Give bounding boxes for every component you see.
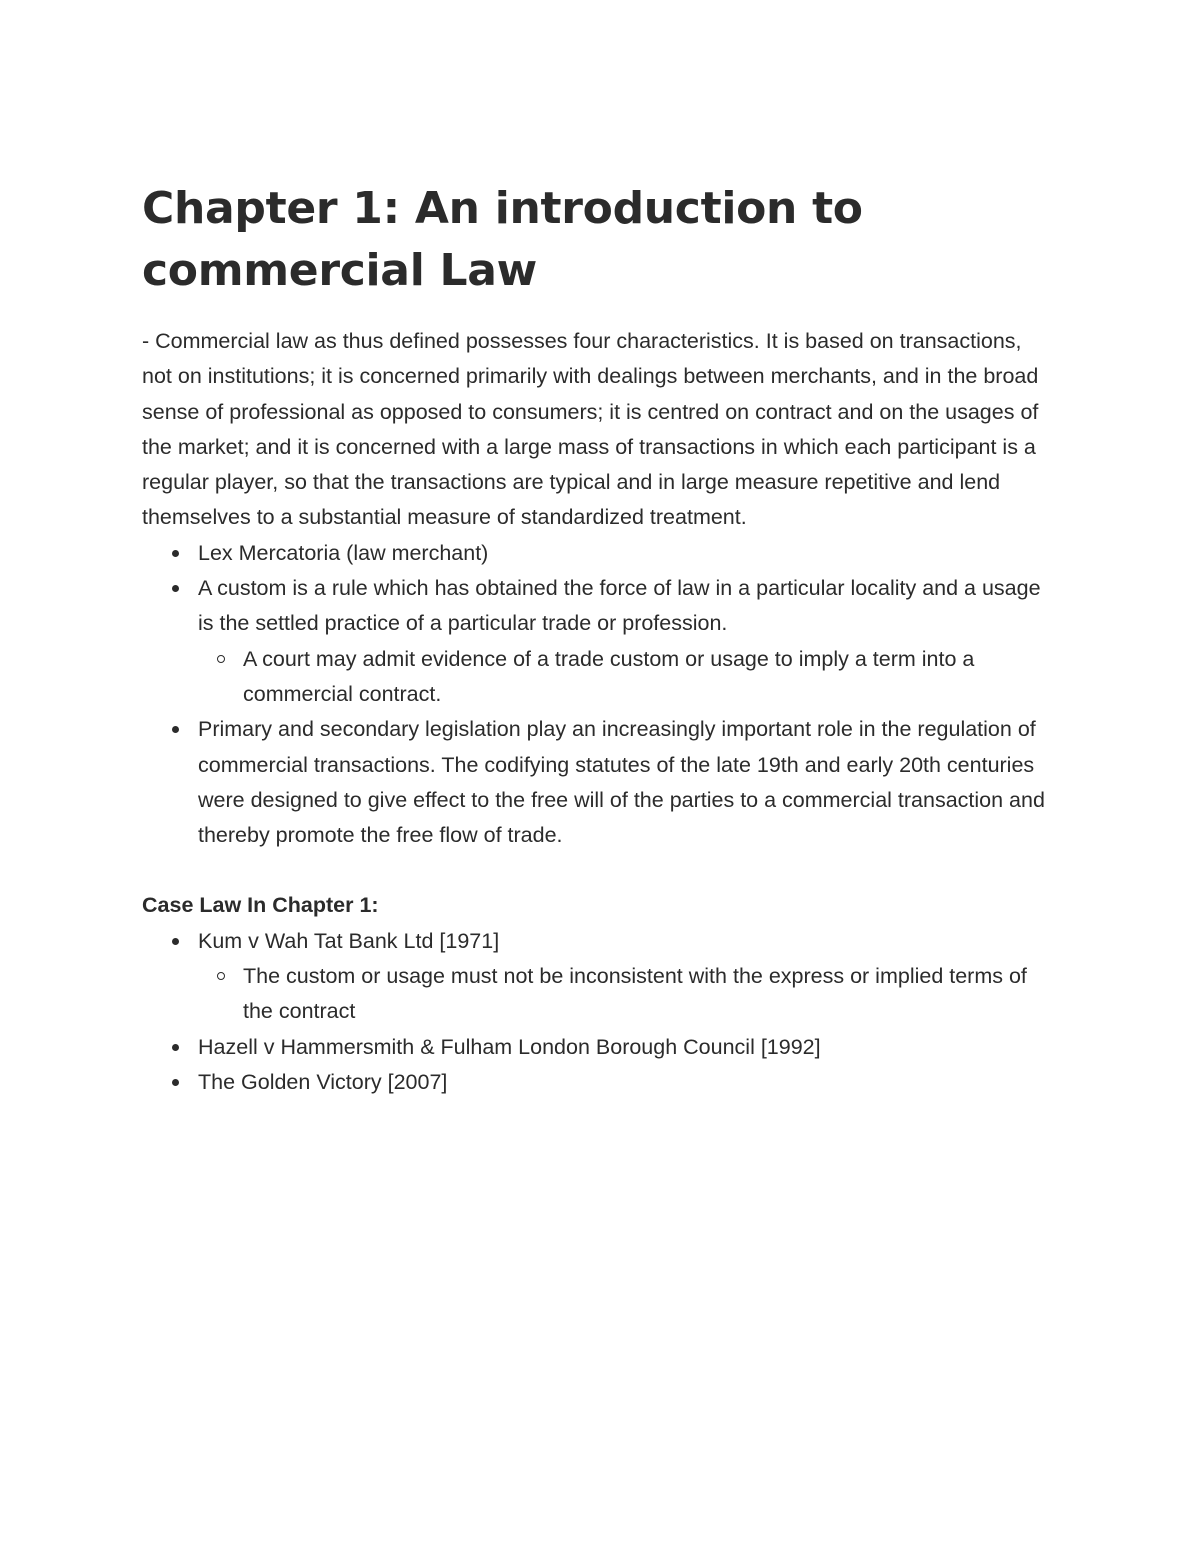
list-item-text: Hazell v Hammersmith & Fulham London Borough Council [1992] [198,1034,821,1059]
case-law-heading: Case Law In Chapter 1: [142,893,379,918]
list-item-text: A custom is a rule which has obtained the force of law in a particular locality and a usage is the settled practice of a particular trade or profession. [198,576,1041,636]
nested-list-item [198,959,1057,1030]
nested-list-item-text: The custom or usage must not be inconsistent with the express or implied terms of the contract [243,964,1027,1024]
list-item [142,1065,1057,1100]
list-item [142,1030,1057,1065]
case-law-list [142,924,1057,1100]
bullet-dot-icon [172,1079,179,1086]
nested-bullet-list [198,959,1057,1030]
list-item [142,536,1057,571]
list-item [142,712,1057,853]
bullet-dot-icon [172,1044,179,1051]
list-item [142,924,1057,1030]
bullet-dot-icon [172,585,179,592]
page-title: Chapter 1: An introduction to commercial Law [142,183,863,296]
bullet-dot-icon [172,550,179,557]
document-page [142,178,1057,1100]
nested-list-item [198,642,1057,713]
intro-paragraph: - Commercial law as thus defined possesses four characteristics. It is based on transactions, not on institutions; it is concerned primarily with dealings between merchants, and in the broad sense of professional as opposed to consumers; it is centred on contract and on the usages of the market; and it is concerned with a large mass of transactions in which each participant is a regular player, so that the transactions are typical and in large measure repetitive and lend themselves to a substantial measure of standardized treatment. [142,329,1039,530]
bullet-circle-icon [217,655,225,663]
list-item-text: Lex Mercatoria (law merchant) [198,540,489,565]
list-item-text: Kum v Wah Tat Bank Ltd [1971] [198,928,500,953]
bullet-dot-icon [172,938,179,945]
main-bullet-list [142,536,1057,854]
bullet-dot-icon [172,726,179,733]
nested-list-item-text: A court may admit evidence of a trade custom or usage to imply a term into a commercial contract. [243,646,975,706]
bullet-circle-icon [217,972,225,980]
list-item-text: Primary and secondary legislation play an increasingly important role in the regulation of commercial transactions. The codifying statutes of the late 19th and early 20th centuries were designed to give effect to the free will of the parties to a commercial transaction and thereby promote the free flow of trade. [198,717,1045,848]
list-item [142,571,1057,712]
nested-bullet-list [198,642,1057,713]
list-item-text: The Golden Victory [2007] [198,1069,448,1094]
